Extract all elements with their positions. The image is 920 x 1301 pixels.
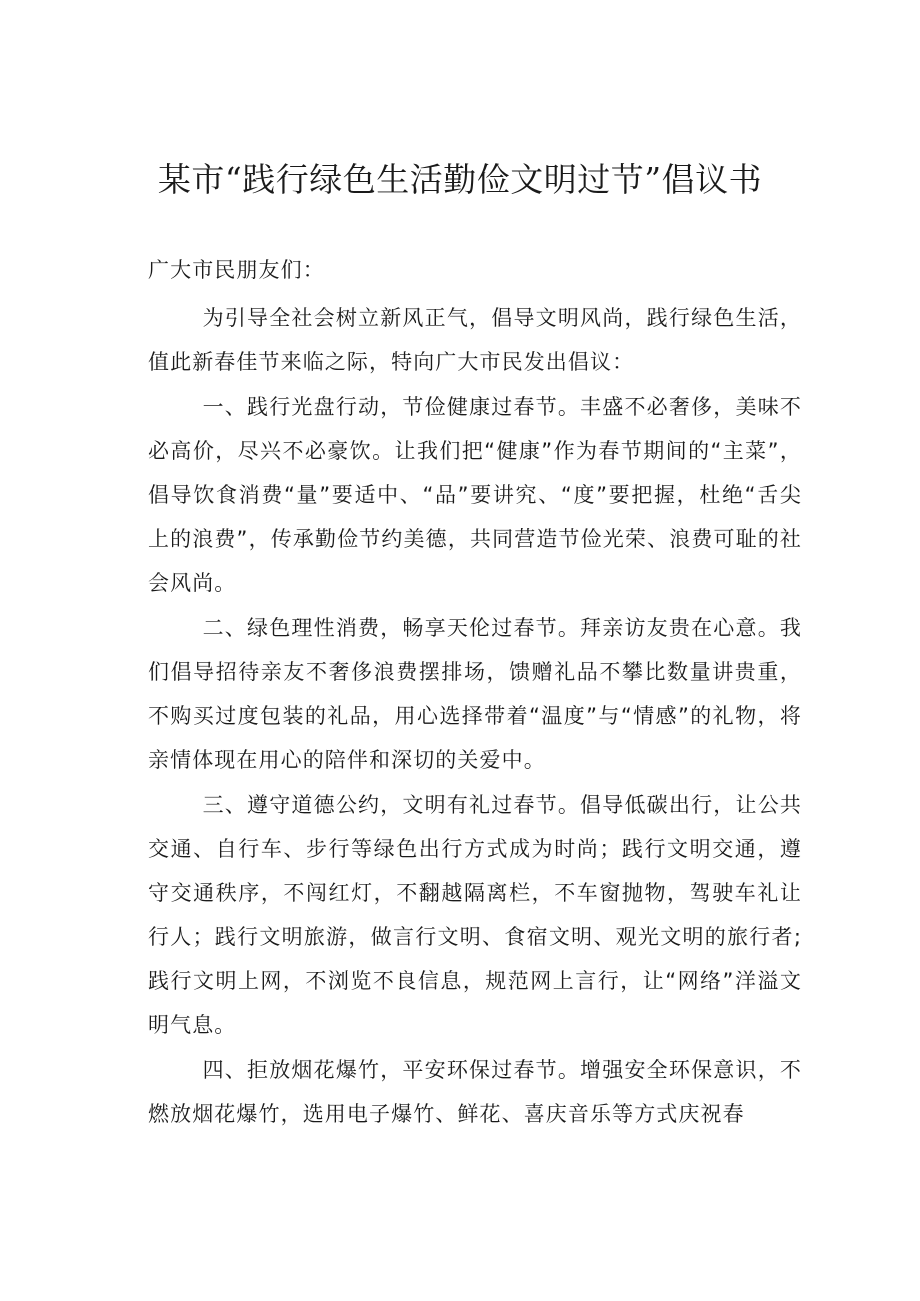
paragraph-item-1: 一、践行光盘行动，节俭健康过春节。丰盛不必奢侈，美味不必高价，尽兴不必豪饮。让我们把“健康”作为春节期间的“主菜”，倡导饮食消费“量”要适中、“品”要讲究、“度”要把握，杜绝“舌尖上的浪费”，传承勤俭节约美德，共同营造节俭光荣、浪费可耻的社会风尚。 — [148, 395, 802, 595]
paragraph-item-3: 三、遵守道德公约，文明有礼过春节。倡导低碳出行，让公共交通、自行车、步行等绿色出行方式成为时尚；践行文明交通，遵守交通秩序，不闯红灯，不翻越隔离栏，不车窗抛物，驾驶车礼让行人；践行文明旅游，做言行文明、食宿文明、观光文明的旅行者;践行文明上网，不浏览不良信息，规范网上言行，让“网络”洋溢文明气息。 — [148, 793, 802, 1037]
paragraph-intro: 为引导全社会树立新风正气，倡导文明风尚，践行绿色生活，值此新春佳节来临之际，特向广大市民发出倡议： — [148, 306, 802, 374]
paragraph-item-4: 四、拒放烟花爆竹，平安环保过春节。增强安全环保意识，不燃放烟花爆竹，选用电子爆竹、鲜花、喜庆音乐等方式庆祝春 — [148, 1058, 802, 1126]
salutation: 广大市民朋友们： — [148, 258, 325, 282]
document-title: 某市“践行绿色生活勤俭文明过节”倡议书 — [157, 160, 763, 199]
paragraph-item-2: 二、绿色理性消费，畅享天伦过春节。拜亲访友贵在心意。我们倡导招待亲友不奢侈浪费摆排场，馈赠礼品不攀比数量讲贵重，不购买过度包装的礼品，用心选择带着“温度”与“情感”的礼物，将亲情体现在用心的陪伴和深切的关爱中。 — [148, 616, 802, 772]
document-body — [148, 248, 802, 1136]
